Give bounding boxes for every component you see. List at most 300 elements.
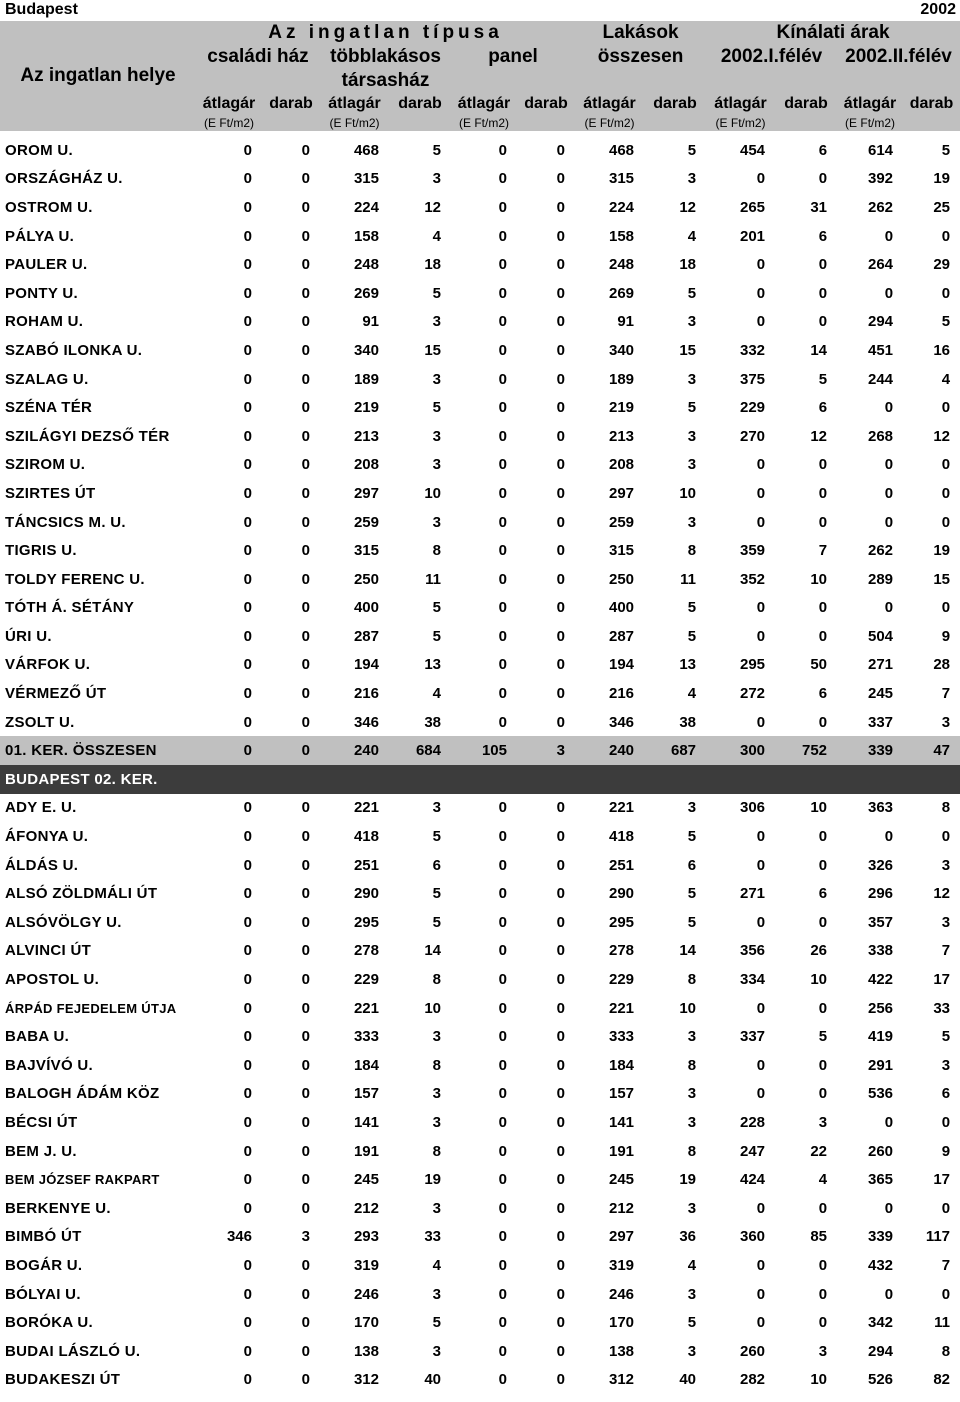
street-name-cell: ÁRPÁD FEJEDELEM ÚTJA [5,1000,177,1016]
section-row [0,765,960,794]
value-cell: 244 [868,370,894,388]
avg-price-subheader [451,93,517,131]
value-cell: 269 [608,284,635,302]
value-cell: 0 [818,1256,828,1274]
value-cell: 6 [818,685,828,703]
value-cell: 0 [756,599,766,617]
value-cell: 26 [810,942,828,960]
value-cell: 8 [941,1342,951,1360]
value-cell: 256 [868,999,894,1017]
value-cell: 0 [556,1056,566,1074]
value-cell: 184 [353,1056,379,1074]
value-cell: 3 [432,1285,441,1303]
value-cell: 15 [424,341,441,359]
value-cell: 201 [740,227,766,245]
count-label: darab [909,95,954,112]
value-cell: 47 [903,736,960,765]
value-cell: 6 [941,1085,951,1103]
value-cell: 7 [941,1256,951,1274]
value-cell: 0 [243,1199,252,1217]
value-cell: 5 [818,370,828,388]
value-cell: 229 [740,399,766,417]
table-row [0,1051,960,1080]
value-cell: 262 [868,542,894,560]
value-cell: 10 [810,570,828,588]
value-cell: 0 [301,856,310,874]
table-row [0,594,960,623]
value-cell: 0 [884,484,894,502]
value-cell: 418 [353,828,379,846]
value-cell: 189 [353,370,379,388]
value-cell: 0 [756,1314,766,1332]
value-cell: 0 [301,1142,310,1160]
value-cell: 0 [301,570,310,588]
value-cell: 3 [432,799,441,817]
value-cell: 0 [556,313,566,331]
value-cell: 315 [353,542,379,560]
value-cell: 0 [556,227,566,245]
value-cell: 0 [498,999,507,1017]
value-cell: 451 [868,341,894,359]
value-cell: 245 [608,1171,635,1189]
value-cell: 0 [196,736,262,765]
value-cell: 0 [301,1285,310,1303]
value-cell: 4 [432,685,441,703]
value-cell: 158 [353,227,379,245]
value-cell: 418 [608,828,635,846]
avg-price-subheader [837,93,903,131]
value-cell: 105 [451,736,517,765]
value-cell: 212 [353,1199,379,1217]
value-cell: 0 [818,627,828,645]
value-cell: 0 [556,370,566,388]
value-cell: 25 [933,198,951,216]
value-cell: 526 [868,1371,894,1389]
value-cell: 0 [243,227,252,245]
value-cell: 0 [818,1285,828,1303]
street-name-cell: BÓLYAI U. [5,1285,81,1303]
table-row [0,651,960,680]
value-cell: 0 [756,828,766,846]
value-cell: 300 [706,736,775,765]
value-cell: 0 [243,341,252,359]
value-cell: 0 [243,885,252,903]
value-cell: 19 [424,1171,441,1189]
value-cell: 248 [608,256,635,274]
value-cell: 5 [432,599,441,617]
value-cell: 0 [556,1113,566,1131]
value-cell: 0 [243,1342,252,1360]
value-cell [517,765,575,794]
property-type-header: Az ingatlan típusa [196,21,575,45]
value-cell: 12 [424,198,441,216]
table-row [0,1137,960,1166]
street-name-cell: BIMBÓ ÚT [5,1228,82,1246]
table-row [0,1280,960,1309]
value-cell: 0 [498,1113,507,1131]
value-cell: 7 [818,542,828,560]
value-cell: 0 [301,627,310,645]
value-cell: 0 [756,256,766,274]
value-cell: 0 [941,1285,951,1303]
table-row [0,422,960,451]
unit-label: (E Ft/m2) [329,116,380,130]
value-cell: 265 [740,198,766,216]
value-cell: 3 [941,1056,951,1074]
value-cell: 18 [679,256,697,274]
value-cell: 339 [837,736,903,765]
value-cell: 0 [556,656,566,674]
value-cell: 3 [687,1285,697,1303]
value-cell: 0 [301,341,310,359]
value-cell: 40 [679,1371,697,1389]
count-subheader [517,93,575,131]
value-cell: 4 [818,1171,828,1189]
street-name-cell: TOLDY FERENC U. [5,570,145,588]
value-cell: 8 [432,971,441,989]
value-cell: 0 [556,942,566,960]
value-cell: 0 [301,399,310,417]
value-cell: 3 [687,456,697,474]
value-cell: 422 [868,971,894,989]
value-cell: 0 [301,513,310,531]
value-cell: 0 [243,942,252,960]
value-cell: 0 [884,1285,894,1303]
value-cell: 5 [432,141,441,159]
value-cell: 0 [498,542,507,560]
value-cell: 0 [301,542,310,560]
value-cell: 0 [556,456,566,474]
value-cell: 212 [608,1199,635,1217]
value-cell: 0 [941,399,951,417]
value-cell: 221 [608,799,635,817]
street-name-cell: ALVINCI ÚT [5,942,92,960]
value-cell: 291 [868,1056,894,1074]
value-cell: 504 [868,627,894,645]
value-cell: 3 [687,1028,697,1046]
value-cell: 0 [941,599,951,617]
value-cell: 36 [679,1228,697,1246]
value-cell: 141 [608,1113,635,1131]
value-cell: 346 [226,1228,252,1246]
value-cell: 0 [556,713,566,731]
value-cell: 296 [868,885,894,903]
apartment-block-header-line1: többlakásos [320,45,451,69]
value-cell: 0 [301,141,310,159]
value-cell: 684 [389,736,451,765]
value-cell: 0 [301,227,310,245]
value-cell: 18 [424,256,441,274]
value-cell: 289 [868,570,894,588]
value-cell: 0 [556,427,566,445]
value-cell: 0 [756,456,766,474]
value-cell: 0 [818,828,828,846]
value-cell: 278 [353,942,379,960]
value-cell: 15 [933,570,951,588]
value-cell: 468 [353,141,379,159]
value-cell: 0 [301,284,310,302]
value-cell: 340 [353,341,379,359]
value-cell: 208 [353,456,379,474]
value-cell: 268 [868,427,894,445]
value-cell: 0 [756,713,766,731]
value-cell: 3 [432,1342,441,1360]
value-cell: 0 [243,713,252,731]
table-row [0,1080,960,1109]
value-cell: 0 [498,427,507,445]
value-cell: 0 [301,713,310,731]
value-cell: 0 [243,370,252,388]
value-cell: 8 [687,971,697,989]
value-cell: 3 [432,1085,441,1103]
value-cell: 224 [353,198,379,216]
asking-prices-header: Kínálati árak [706,21,960,45]
table-row [0,965,960,994]
value-cell: 3 [687,1113,697,1131]
value-cell: 5 [432,399,441,417]
value-cell: 0 [243,799,252,817]
street-name-cell: BAJVÍVÓ U. [5,1056,94,1074]
value-cell: 221 [608,999,635,1017]
value-cell: 5 [687,913,697,931]
value-cell: 0 [884,1199,894,1217]
second-half-header: 2002.II.félév [837,45,960,93]
table-row [0,1022,960,1051]
value-cell: 4 [687,1256,697,1274]
street-name-cell: ZSOLT U. [5,713,75,731]
value-cell: 248 [353,256,379,274]
value-cell: 0 [556,913,566,931]
value-cell: 319 [608,1256,635,1274]
first-half-header: 2002.I.félév [706,45,837,93]
value-cell: 0 [243,399,252,417]
value-cell: 0 [498,1171,507,1189]
value-cell: 9 [941,627,951,645]
count-subheader [644,93,706,131]
count-subheader [262,93,320,131]
value-cell: 536 [868,1085,894,1103]
value-cell: 224 [608,198,635,216]
value-cell: 4 [432,227,441,245]
unit-label: (E Ft/m2) [584,116,635,130]
value-cell: 0 [756,484,766,502]
value-cell: 246 [353,1285,379,1303]
table-row [0,937,960,966]
street-name-cell: TÁNCSICS M. U. [5,513,126,531]
value-cell: 3 [687,370,697,388]
value-cell: 0 [498,885,507,903]
value-cell: 0 [884,599,894,617]
value-cell: 0 [941,227,951,245]
value-cell: 287 [608,627,635,645]
value-cell: 0 [818,713,828,731]
price-table [0,21,960,1394]
value-cell: 0 [818,256,828,274]
street-name-cell: BABA U. [5,1028,70,1046]
table-row [0,250,960,279]
value-cell: 12 [810,427,828,445]
value-cell: 0 [556,885,566,903]
street-name-cell: PAULER U. [5,256,88,274]
value-cell: 0 [556,1028,566,1046]
table-row [0,708,960,737]
value-cell: 157 [353,1085,379,1103]
value-cell: 11 [680,570,697,588]
count-subheader [903,93,960,131]
value-cell: 340 [608,341,635,359]
value-cell: 170 [608,1314,635,1332]
value-cell: 5 [941,313,951,331]
value-cell: 363 [868,799,894,817]
value-cell: 3 [687,1199,697,1217]
value-cell: 287 [353,627,379,645]
street-name-cell: ORSZÁGHÁZ U. [5,170,123,188]
value-cell: 0 [818,284,828,302]
value-cell: 246 [608,1285,635,1303]
location-header: Az ingatlan helye [0,21,196,131]
value-cell: 5 [818,1028,828,1046]
value-cell: 245 [868,685,894,703]
value-cell: 0 [498,1228,507,1246]
value-cell: 229 [353,971,379,989]
value-cell: 10 [679,484,697,502]
value-cell: 0 [243,1142,252,1160]
value-cell: 0 [556,971,566,989]
value-cell: 0 [301,799,310,817]
value-cell: 5 [687,885,697,903]
value-cell: 5 [687,399,697,417]
value-cell: 0 [498,341,507,359]
value-cell: 0 [301,456,310,474]
value-cell: 5 [687,141,697,159]
value-cell: 19 [679,1171,697,1189]
value-cell: 0 [756,313,766,331]
value-cell: 0 [498,170,507,188]
avg-price-label: átlagár [202,95,256,112]
street-name-cell: 01. KER. ÖSSZESEN [0,736,196,765]
value-cell: 17 [933,971,951,989]
value-cell: 3 [687,1085,697,1103]
value-cell: 0 [556,1285,566,1303]
value-cell: 290 [353,885,379,903]
value-cell: 0 [243,456,252,474]
table-row [0,451,960,480]
value-cell: 3 [818,1113,828,1131]
value-cell: 0 [941,513,951,531]
value-cell: 337 [740,1028,766,1046]
value-cell: 138 [608,1342,635,1360]
value-cell: 12 [679,198,697,216]
value-cell: 295 [740,656,766,674]
value-cell: 0 [243,141,252,159]
value-cell: 0 [243,1171,252,1189]
table-row [0,1251,960,1280]
value-cell: 4 [432,1256,441,1274]
value-cell: 189 [608,370,635,388]
value-cell: 0 [498,685,507,703]
value-cell: 250 [608,570,635,588]
value-cell: 3 [687,1342,697,1360]
value-cell: 342 [868,1314,894,1332]
value-cell: 157 [608,1085,635,1103]
value-cell: 10 [810,1371,828,1389]
value-cell: 337 [868,713,894,731]
unit-label: (E Ft/m2) [459,116,509,130]
value-cell: 0 [301,484,310,502]
value-cell: 333 [353,1028,379,1046]
value-cell: 0 [498,370,507,388]
value-cell: 392 [868,170,894,188]
year-label: 2002 [920,1,956,18]
value-cell: 0 [498,1256,507,1274]
value-cell: 3 [687,799,697,817]
value-cell: 13 [424,656,441,674]
value-cell: 3 [687,513,697,531]
value-cell: 0 [301,1256,310,1274]
value-cell: 0 [756,1199,766,1217]
value-cell: 0 [301,656,310,674]
count-label: darab [524,95,568,112]
value-cell: 0 [756,513,766,531]
value-cell: 8 [432,542,441,560]
value-cell: 8 [432,1142,441,1160]
value-cell: 260 [868,1142,894,1160]
value-cell: 8 [687,542,697,560]
table-header [0,21,960,136]
value-cell: 0 [498,484,507,502]
value-cell: 0 [498,971,507,989]
value-cell: 10 [424,484,441,502]
value-cell: 0 [498,627,507,645]
avg-price-subheader [575,93,644,131]
value-cell: 0 [884,399,894,417]
value-cell: 0 [243,542,252,560]
value-cell: 0 [756,627,766,645]
value-cell: 8 [432,1056,441,1074]
value-cell: 319 [353,1256,379,1274]
value-cell: 0 [556,399,566,417]
value-cell: 13 [679,656,697,674]
value-cell: 0 [262,736,320,765]
table-body [0,136,960,1394]
value-cell: 468 [608,141,635,159]
value-cell: 251 [608,856,635,874]
value-cell: 0 [498,198,507,216]
value-cell: 365 [868,1171,894,1189]
value-cell [575,765,644,794]
value-cell: 0 [818,913,828,931]
value-cell: 0 [498,913,507,931]
value-cell: 0 [556,599,566,617]
value-cell: 3 [687,170,697,188]
value-cell: 0 [498,1056,507,1074]
value-cell: 0 [756,1285,766,1303]
value-cell: 0 [556,828,566,846]
value-cell: 0 [498,828,507,846]
value-cell: 424 [740,1171,766,1189]
value-cell: 8 [687,1056,697,1074]
value-cell: 0 [498,942,507,960]
value-cell: 0 [243,284,252,302]
value-cell: 5 [687,599,697,617]
value-cell: 0 [301,1199,310,1217]
value-cell: 0 [243,999,252,1017]
value-cell: 0 [498,599,507,617]
street-name-cell: OROM U. [5,141,73,159]
value-cell: 432 [868,1256,894,1274]
value-cell: 19 [933,170,951,188]
value-cell: 0 [818,170,828,188]
